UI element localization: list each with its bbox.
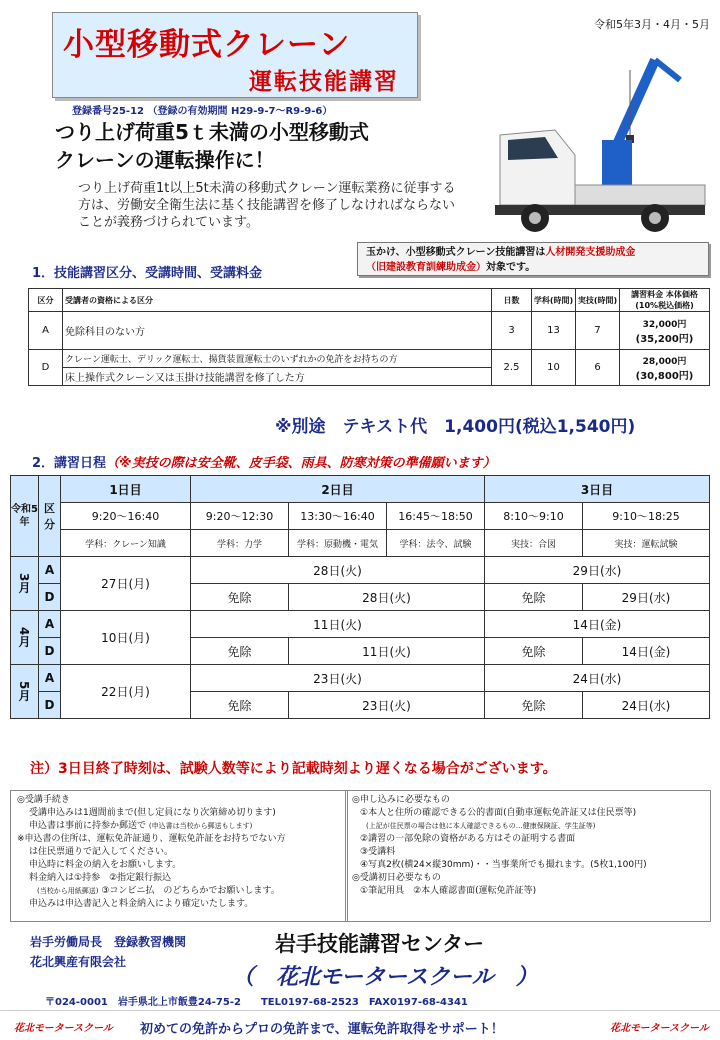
crane-truck-image	[490, 40, 710, 240]
textbook-fee: ※別途 テキスト代 1,400円(税込1,540円)	[275, 417, 636, 437]
table-row: A 免除科目のない方 3 13 7 32,000円 (35,200円)	[29, 312, 710, 350]
schedule-months: 令和5年3月・4月・5月	[594, 18, 710, 31]
registration-number: 登録番号25-12 （登録の有効期間 H29-9-7～R9-9-6）	[72, 106, 333, 117]
table-row: 床上操作式クレーン又は玉掛け技能講習を修了した方	[29, 368, 710, 386]
slogan: 初めての免許からプロの免許まで、運転免許取得をサポート！	[140, 1022, 504, 1037]
title-box	[52, 12, 418, 98]
school-logo-right: 花北モータースクール	[610, 1023, 709, 1034]
section-2-title: 2．講習日程（※実技の際は安全靴、皮手袋、雨具、防寒対策の準備願います）	[32, 456, 496, 471]
procedures-box: ◎受講手続き 受講申込みは1週間前まで(但し定員になり次第締め切ります) 申込書は事前に持参か郵送で (申込書は当校から郵送もします) ※申込書の住所は、運転免許証通り、運転免許証をお持ちでない方 は住民票通りで記入してください。 申込時に料金の納入をお願いします。 料金納入は①持参 ②指定銀行振込 (当校から用紙郵送) ③コンビニ払 のどちらかでお願いします。 申込みは申込書記入と料金納入により確定いたします。	[10, 790, 348, 922]
fee-table-header: 区分 受講者の資格による区分 日数 学科(時間) 実技(時間) 講習料金 本体価格 (10%税込価格)	[29, 289, 710, 312]
requirements-box: ◎申し込みに必要なもの ①本人と住所の確認できる公的書面(自動車運転免許証又は住民票等) (上記が住民票の場合は他に本人確認できるもの…健康保険証、学生証等) ②講習の一部免除の資格がある方はその証明する書面 ③受講料 ④写真2枚(横24×縦30mm)・・当事業所でも撮れます。(5枚1,100円) ◎受講初日必要なもの ①筆記用具 ②本人確認書面(運転免許証等)	[345, 790, 711, 922]
center-name: 岩手技能講習センター	[275, 932, 485, 956]
bottom-banner	[0, 1010, 720, 1040]
table-row: D 免除 11日(火) 免除 14日(金)	[11, 638, 710, 665]
school-logo-left: 花北モータースクール	[14, 1023, 113, 1034]
organization-info: 岩手労働局長 登録教習機関 花北興産有限会社	[30, 935, 187, 969]
school-logo-text: （ 花北モータースクール ）	[232, 965, 538, 990]
fee-table	[28, 288, 710, 386]
table-row: D クレーン運転士、デリック運転士、揚貨装置運転士のいずれかの免許をお持ちの方 2.5 10 6 28,000円 (30,800円)	[29, 350, 710, 368]
contact-address: 〒024-0001 岩手県北上市飯豊24-75-2 TEL0197-68-2523 FAX0197-68-4341	[45, 997, 468, 1008]
table-row: 3月 A 27日(月) 28日(火) 29日(水)	[11, 557, 710, 584]
table-row: 5月 A 22日(月) 23日(火) 24日(水)	[11, 665, 710, 692]
table-row: D 免除 28日(火) 免除 29日(水)	[11, 584, 710, 611]
table-row: D 免除 23日(火) 免除 24日(水)	[11, 692, 710, 719]
page-title: 小型移動式クレーン	[63, 27, 351, 63]
table-row: 4月 A 10日(月) 11日(火) 14日(金)	[11, 611, 710, 638]
section-1-title: 1．技能講習区分、受講時間、受講料金	[32, 266, 263, 281]
schedule-table: 令和5年 区分 1日目 2日目 3日目 9:20～16:40 9:20～12:30 13:30～16:40 16:45～18:50 8:10～9:10 9:10～18:25 学科：クレーン知識 学科：力学 学科：原動機・電気 学科：法令、試験 実技：合図 実技：運転試験 3月 A 27日(月) 28日(火) 29日(水) D 免除 28日(火) 免除 29日(水) 4月 A 10日(月) 11日(火) 14日(金) D 免除 11日(火) 免除 14日(金) 5月 A 22日(月) 23日(火) 24日(水) D 免除 23日(火) 免除 24日(水)	[10, 475, 710, 719]
subsidy-notice: 玉かけ、小型移動式クレーン技能講習は人材開発支援助成金 （旧建設教育訓練助成金）対象です。	[357, 242, 709, 276]
end-time-warning: 注）3日目終了時刻は、試験人数等により記載時刻より遅くなる場合がございます。	[30, 761, 557, 777]
headline: つり上げ荷重5ｔ未満の小型移動式 クレーンの運転操作に！	[55, 120, 369, 172]
intro-text: つり上げ荷重1t以上5t未満の移動式クレーン運転業務に従事する方は、労働安全衛生法に基く技能講習を修了しなければならないことが義務づけられています。	[78, 181, 456, 230]
page-subtitle: 運転技能講習	[249, 69, 399, 95]
